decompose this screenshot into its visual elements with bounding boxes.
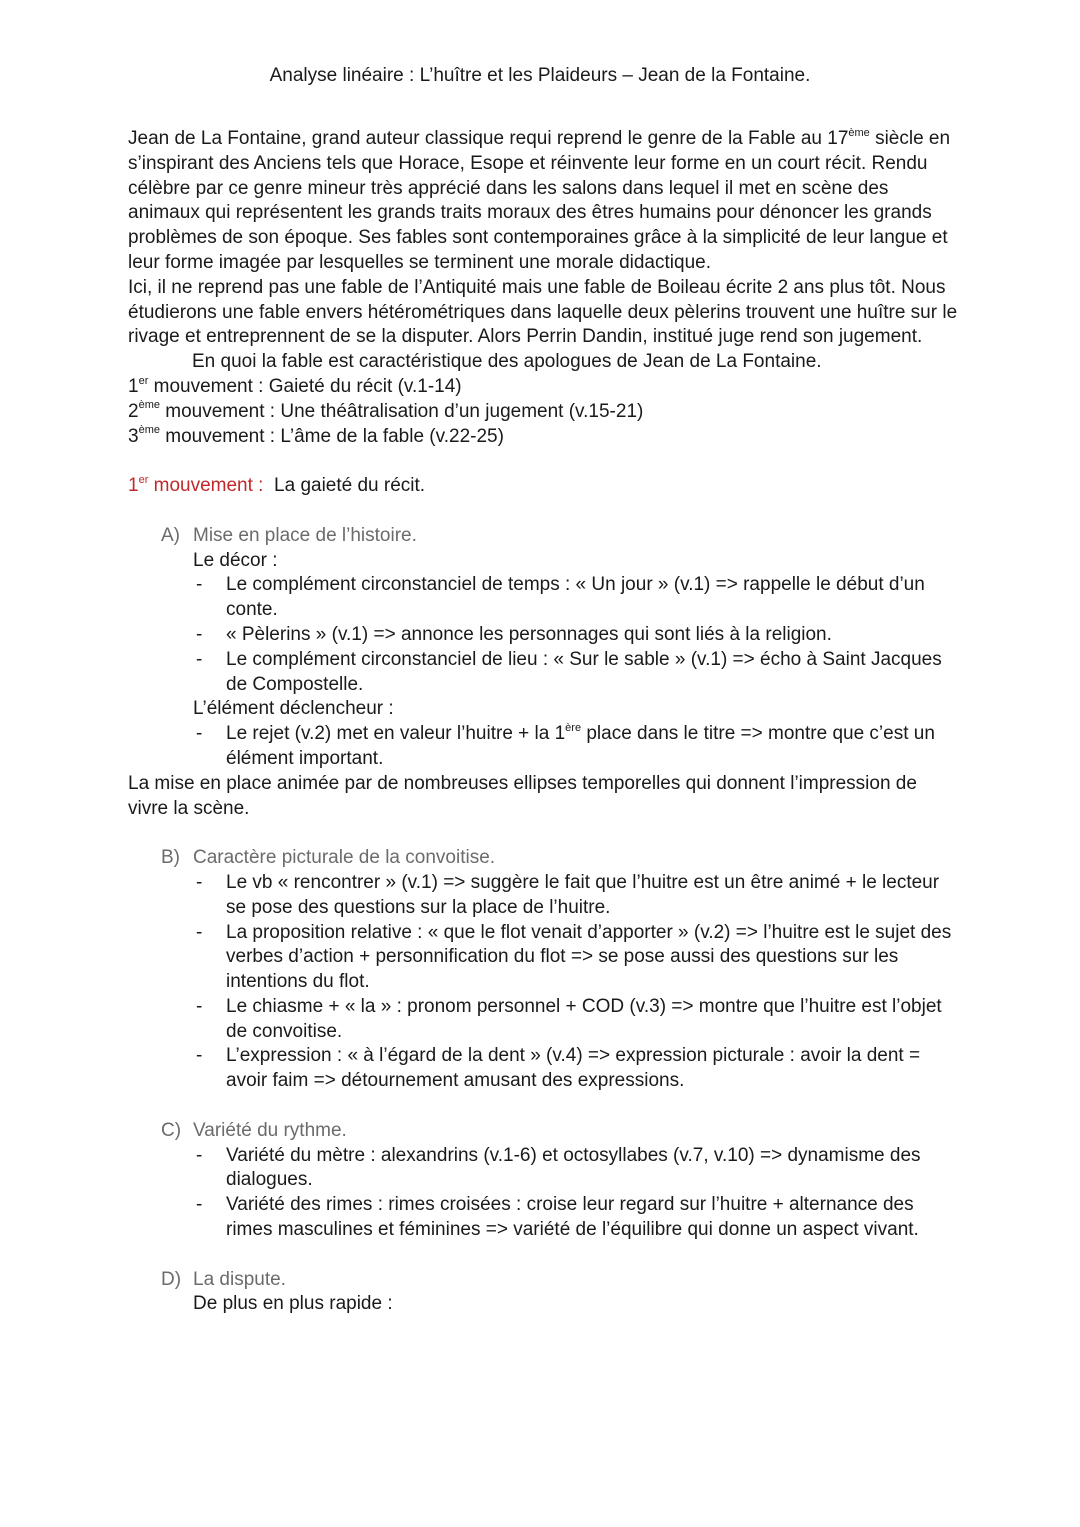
list-item: - Le complément circonstanciel de lieu : « Sur le sable » (v.1) => écho à Saint Jacques de Compostelle. xyxy=(196,648,942,695)
movement-title: La gaieté du récit. xyxy=(274,475,426,497)
plan-item: 3ème mouvement : L’âme de la fable (v.22-25) xyxy=(128,424,504,447)
list-item: - L’expression : « à l’égard de la dent » (v.4) => expression picturale : avoir la dent = avoir faim => détournement amusant des expressions. xyxy=(196,1045,921,1092)
list-item: - Le chiasme + « la » : pronom personnel + COD (v.3) => montre que l’huitre est l’objet de convoitise. xyxy=(196,995,942,1042)
list-item: - La proposition relative : « que le flot venait d’apporter » (v.2) => l’huitre est le sujet des verbes d’action + personnification du flot => se pose aussi des questions sur les intentions du flot. xyxy=(196,921,952,993)
list-item: - Le rejet (v.2) met en valeur l’huitre + la 1ère place dans le titre => montre que c’est un élément important. xyxy=(196,721,935,769)
movement-label: 1er mouvement : xyxy=(128,473,264,497)
section-c-heading: C) Variété du rythme. xyxy=(161,1119,347,1141)
list-item: - Variété du mètre : alexandrins (v.1-6) et octosyllabes (v.7, v.10) => dynamisme des dialogues. xyxy=(196,1144,921,1191)
intro-paragraph-1: Jean de La Fontaine, grand auteur classique requi reprend le genre de la Fable au 17ème siècle en s’inspirant des Anciens tels que Horace, Esope et réinvente leur forme en un court récit. Rendu célèbre par ce genre mineur très apprécié dans les salons dans lequel il met en scène des animaux qui représentent les grands traits moraux des êtres humains pour dénoncer les grands problèmes de son époque. Ses fables sont contemporaines grâce à la simplicité de leur langue et leur forme imagée par lesquelles se terminent une morale didactique. xyxy=(128,126,951,273)
list-item: - Variété des rimes : rimes croisées : croise leur regard sur l’huitre + alternance des rimes masculines et féminines => variété de l’équilibre qui donne un aspect vivant. xyxy=(196,1194,919,1241)
section-a-conclusion: La mise en place animée par de nombreuses ellipses temporelles qui donnent l’impression de vivre la scène. xyxy=(128,772,917,819)
decor-label: Le décor : xyxy=(193,549,278,571)
section-d-heading: D) La dispute. xyxy=(161,1268,286,1290)
section-a-heading: A) Mise en place de l’histoire. xyxy=(161,524,417,546)
problematique: En quoi la fable est caractéristique des apologues de Jean de La Fontaine. xyxy=(192,351,822,373)
section-d-subtitle: De plus en plus rapide : xyxy=(193,1293,393,1315)
document-body xyxy=(128,127,958,1317)
list-item: - Le vb « rencontrer » (v.1) => suggère le fait que l’huitre est un être animé + le lecteur se pose des questions sur la place de l’huitre. xyxy=(196,871,940,918)
section-b-heading: B) Caractère picturale de la convoitise. xyxy=(161,847,496,869)
list-item: - « Pèlerins » (v.1) => annonce les personnages qui sont liés à la religion. xyxy=(196,623,832,645)
movement-1-heading xyxy=(128,474,958,499)
intro-paragraph-2: Ici, il ne reprend pas une fable de l’Antiquité mais une fable de Boileau écrite 2 ans plus tôt. Nous étudierons une fable envers hétérométriques dans laquelle deux pèlerins trouvent une huître sur le rivage et entreprennent de se la disputer. Alors Perrin Dandin, institué juge rend son jugement. xyxy=(128,276,958,348)
document-title: Analyse linéaire : L’huître et les Plaideurs – Jean de la Fontaine. xyxy=(269,65,811,86)
plan-item: 2ème mouvement : Une théâtralisation d’un jugement (v.15-21) xyxy=(128,399,644,422)
element-label: L’élément déclencheur : xyxy=(193,698,394,720)
list-item: - Le complément circonstanciel de temps : « Un jour » (v.1) => rappelle le début d’un conte. xyxy=(196,574,925,621)
plan-item: 1er mouvement : Gaieté du récit (v.1-14) xyxy=(128,374,462,397)
